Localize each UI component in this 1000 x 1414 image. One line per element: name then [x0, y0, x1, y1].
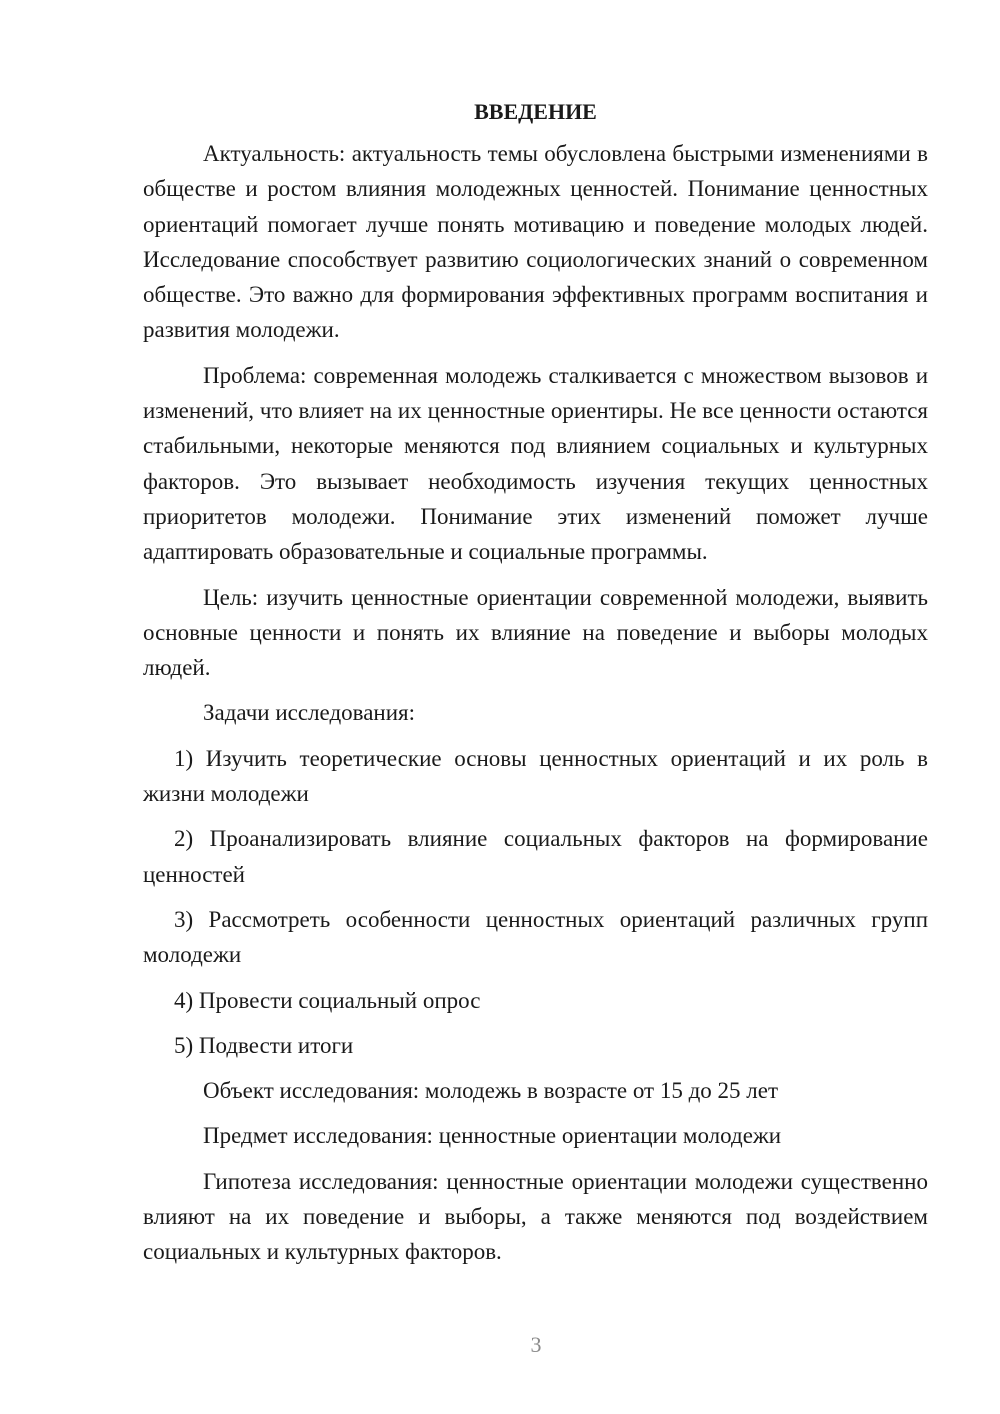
tasks-heading: Задачи исследования:	[203, 700, 416, 726]
task-item-1: 1) Изучить теоретические основы ценностных ориентаций и их роль в жизни молодежи	[143, 745, 928, 807]
paragraph-problem: Проблема: современная молодежь сталкивается с множеством вызовов и изменений, что влияет на их ценностные ориентиры. Не все ценности остаются стабильными, некоторые меняются под влиянием социальных и культурных факторов. Это вызывает необходимость изучения текущих ценностных приоритетов молодежи. Понимание этих изменений поможет лучше адаптировать образовательные и социальные программы.	[143, 362, 928, 565]
research-object: Объект исследования: молодежь в возрасте от 15 до 25 лет	[203, 1078, 779, 1104]
task-item-5: 5) Подвести итоги	[174, 1032, 354, 1058]
section-title: ВВЕДЕНИЕ	[474, 99, 597, 124]
document-page	[143, 96, 928, 1270]
task-item-4: 4) Провести социальный опрос	[174, 987, 481, 1013]
task-item-3: 3) Рассмотреть особенности ценностных ориентаций различных групп молодежи	[143, 906, 928, 968]
research-hypothesis: Гипотеза исследования: ценностные ориентации молодежи существенно влияют на их поведение и выборы, а также меняются под воздействием социальных и культурных факторов.	[143, 1168, 928, 1265]
research-subject: Предмет исследования: ценностные ориентации молодежи	[203, 1123, 782, 1149]
paragraph-relevance: Актуальность: актуальность темы обусловлена быстрыми изменениями в обществе и ростом влияния молодежных ценностей. Понимание ценностных ориентаций помогает лучше понять мотивацию и поведение молодых людей. Исследование способствует развитию социологических знаний о современном обществе. Это важно для формирования эффективных программ воспитания и развития молодежи.	[143, 141, 928, 343]
paragraph-goal: Цель: изучить ценностные ориентации современной молодежи, выявить основные ценности и понять их влияние на поведение и выборы молодых людей.	[143, 584, 928, 681]
task-item-2: 2) Проанализировать влияние социальных факторов на формирование ценностей	[143, 826, 928, 887]
page-number: 3	[530, 1332, 542, 1357]
